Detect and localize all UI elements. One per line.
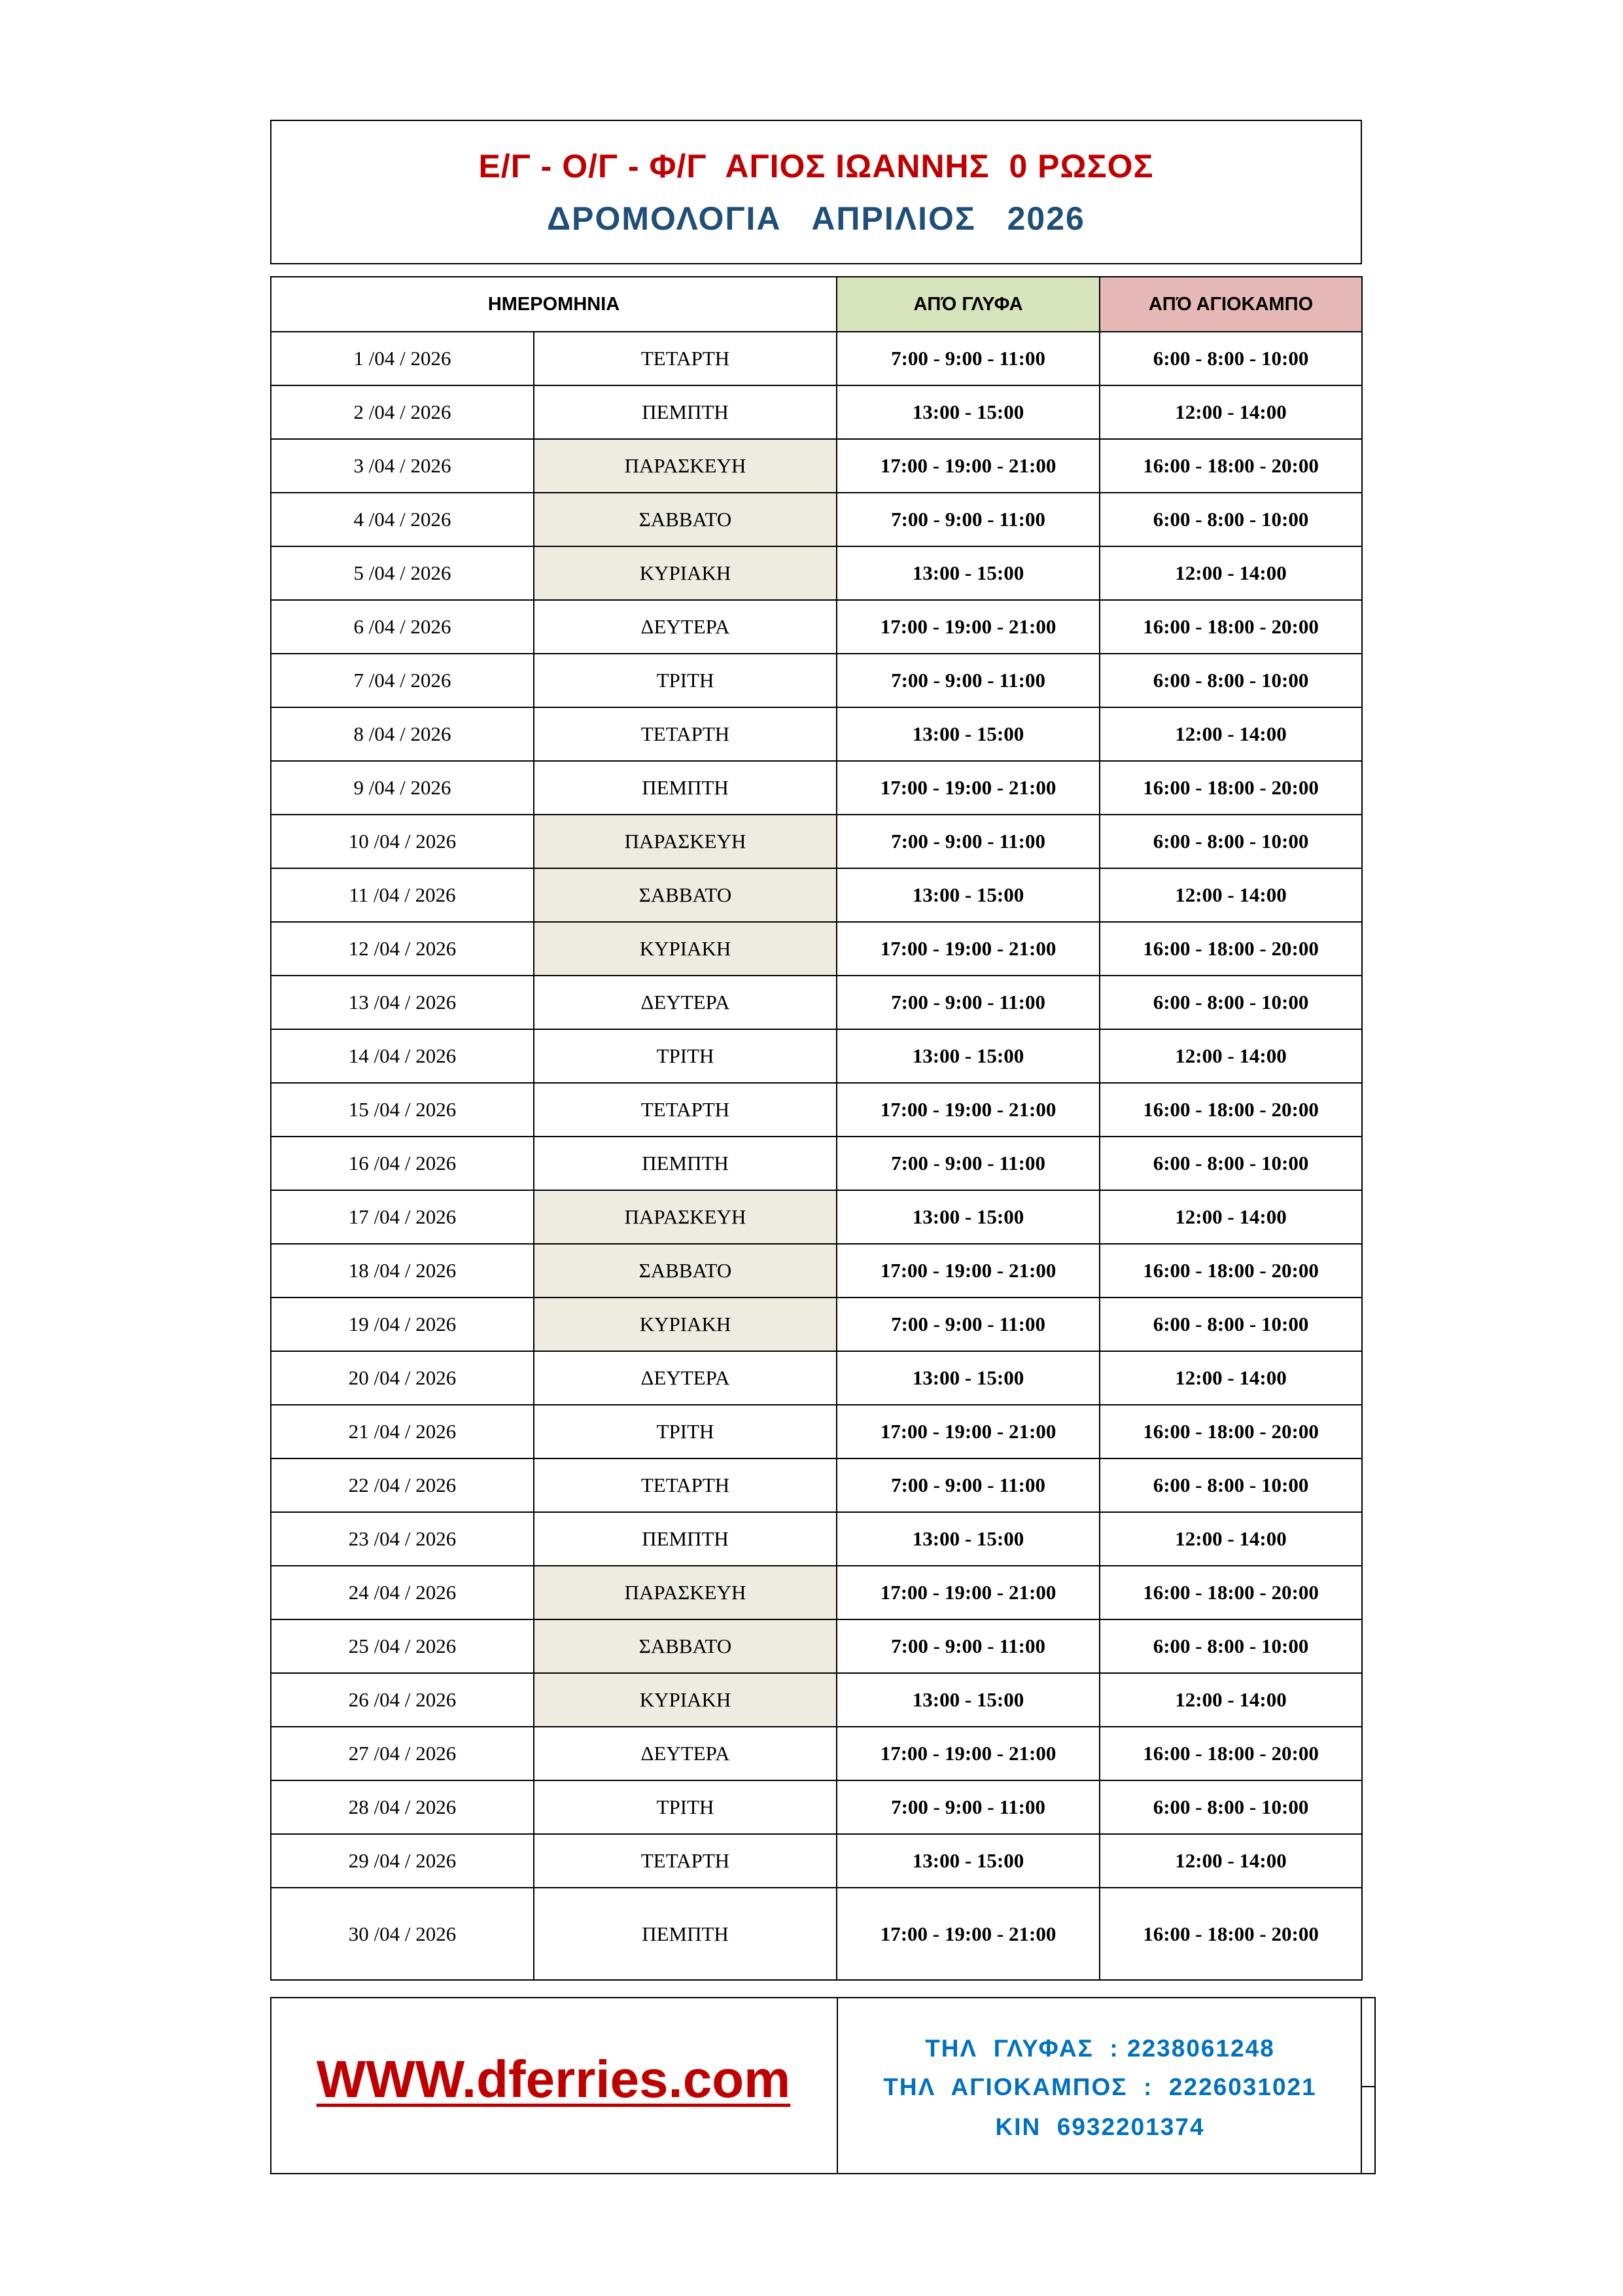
day-cell: ΔΕΥΤΕΡΑ [534,600,837,654]
date-cell: 28 /04 / 2026 [271,1780,534,1834]
date-cell: 5 /04 / 2026 [271,546,534,600]
departures-from-agiokampos-cell: 16:00 - 18:00 - 20:00 [1100,1727,1362,1780]
departures-from-agiokampos-cell: 16:00 - 18:00 - 20:00 [1100,1083,1362,1137]
departures-from-glyfa-cell: 13:00 - 15:00 [837,1673,1100,1727]
departures-from-glyfa-cell: 7:00 - 9:00 - 11:00 [837,654,1100,707]
table-row [271,1834,1362,1888]
departures-from-agiokampos-cell: 12:00 - 14:00 [1100,546,1362,600]
departures-from-agiokampos-cell: 12:00 - 14:00 [1100,868,1362,922]
table-row [271,868,1362,922]
website-link[interactable]: WWW.dferries.com [316,2050,791,2108]
departures-from-glyfa-cell: 17:00 - 19:00 - 21:00 [837,1405,1100,1458]
departures-from-agiokampos-cell: 12:00 - 14:00 [1100,1512,1362,1566]
table-row [271,1298,1362,1351]
day-cell: ΤΕΤΑΡΤΗ [534,1083,837,1137]
departures-from-agiokampos-cell: 12:00 - 14:00 [1100,385,1362,439]
day-cell: ΤΡΙΤΗ [534,1405,837,1458]
date-cell: 27 /04 / 2026 [271,1727,534,1780]
date-cell: 10 /04 / 2026 [271,815,534,868]
day-cell: ΔΕΥΤΕΡΑ [534,1727,837,1780]
departures-from-agiokampos-cell: 6:00 - 8:00 - 10:00 [1100,654,1362,707]
table-row [271,761,1362,815]
footer [270,1997,1375,2174]
date-cell: 11 /04 / 2026 [271,868,534,922]
table-row [271,707,1362,761]
departures-from-glyfa-cell: 7:00 - 9:00 - 11:00 [837,1458,1100,1512]
table-row [271,1029,1362,1083]
table-row [271,1512,1362,1566]
departures-from-glyfa-cell: 7:00 - 9:00 - 11:00 [837,976,1100,1029]
departures-from-glyfa-cell: 17:00 - 19:00 - 21:00 [837,1888,1100,1980]
table-header-row [271,277,1362,332]
departures-from-glyfa-cell: 13:00 - 15:00 [837,1834,1100,1888]
page-subtitle: ΔΡΟΜΟΛΟΓΙΑ ΑΠΡΙΛΙΟΣ 2026 [547,200,1085,237]
column-header-date: ΗΜΕΡΟΜΗΝΙΑ [271,277,837,332]
departures-from-agiokampos-cell: 12:00 - 14:00 [1100,1029,1362,1083]
day-cell: ΚΥΡΙΑΚΗ [534,546,837,600]
departures-from-agiokampos-cell: 16:00 - 18:00 - 20:00 [1100,1244,1362,1298]
day-cell: ΤΕΤΑΡΤΗ [534,707,837,761]
table-row [271,1673,1362,1727]
departures-from-glyfa-cell: 13:00 - 15:00 [837,385,1100,439]
column-header-from-glyfa: ΑΠΌ ΓΛΥΦΑ [837,277,1100,332]
departures-from-agiokampos-cell: 6:00 - 8:00 - 10:00 [1100,1298,1362,1351]
departures-from-glyfa-cell: 13:00 - 15:00 [837,546,1100,600]
departures-from-glyfa-cell: 17:00 - 19:00 - 21:00 [837,1244,1100,1298]
table-row [271,546,1362,600]
table-row [271,1780,1362,1834]
date-cell: 12 /04 / 2026 [271,922,534,976]
day-cell: ΣΑΒΒΑΤΟ [534,1244,837,1298]
departures-from-agiokampos-cell: 16:00 - 18:00 - 20:00 [1100,1888,1362,1980]
departures-from-agiokampos-cell: 12:00 - 14:00 [1100,707,1362,761]
date-cell: 13 /04 / 2026 [271,976,534,1029]
departures-from-agiokampos-cell: 6:00 - 8:00 - 10:00 [1100,493,1362,546]
day-cell: ΠΕΜΠΤΗ [534,1888,837,1980]
footer-side-line-bottom [1362,2173,1375,2174]
departures-from-agiokampos-cell: 12:00 - 14:00 [1100,1834,1362,1888]
date-cell: 3 /04 / 2026 [271,439,534,493]
departures-from-agiokampos-cell: 6:00 - 8:00 - 10:00 [1100,1780,1362,1834]
departures-from-glyfa-cell: 17:00 - 19:00 - 21:00 [837,439,1100,493]
departures-from-agiokampos-cell: 16:00 - 18:00 - 20:00 [1100,1405,1362,1458]
date-cell: 20 /04 / 2026 [271,1351,534,1405]
schedule-rows [271,332,1362,1980]
date-cell: 23 /04 / 2026 [271,1512,534,1566]
date-cell: 30 /04 / 2026 [271,1888,534,1980]
departures-from-glyfa-cell: 17:00 - 19:00 - 21:00 [837,922,1100,976]
day-cell: ΤΕΤΑΡΤΗ [534,332,837,385]
footer-side-line-top [1362,1997,1375,1998]
table-row [271,1566,1362,1619]
day-cell: ΠΕΜΠΤΗ [534,385,837,439]
departures-from-glyfa-cell: 17:00 - 19:00 - 21:00 [837,1727,1100,1780]
day-cell: ΤΕΤΑΡΤΗ [534,1834,837,1888]
departures-from-agiokampos-cell: 16:00 - 18:00 - 20:00 [1100,761,1362,815]
schedule-table [270,276,1363,1981]
table-row [271,332,1362,385]
departures-from-glyfa-cell: 7:00 - 9:00 - 11:00 [837,815,1100,868]
table-row [271,922,1362,976]
day-cell: ΠΑΡΑΣΚΕΥΗ [534,1190,837,1244]
departures-from-glyfa-cell: 17:00 - 19:00 - 21:00 [837,1566,1100,1619]
footer-side-line-middle [1362,2086,1375,2087]
day-cell: ΔΕΥΤΕΡΑ [534,1351,837,1405]
departures-from-glyfa-cell: 7:00 - 9:00 - 11:00 [837,493,1100,546]
departures-from-glyfa-cell: 7:00 - 9:00 - 11:00 [837,1619,1100,1673]
table-row [271,385,1362,439]
day-cell: ΚΥΡΙΑΚΗ [534,1673,837,1727]
day-cell: ΔΕΥΤΕΡΑ [534,976,837,1029]
day-cell: ΣΑΒΒΑΤΟ [534,493,837,546]
departures-from-agiokampos-cell: 6:00 - 8:00 - 10:00 [1100,815,1362,868]
table-row [271,976,1362,1029]
table-row [271,815,1362,868]
departures-from-glyfa-cell: 13:00 - 15:00 [837,707,1100,761]
departures-from-agiokampos-cell: 6:00 - 8:00 - 10:00 [1100,1619,1362,1673]
date-cell: 26 /04 / 2026 [271,1673,534,1727]
table-row [271,600,1362,654]
day-cell: ΠΕΜΠΤΗ [534,761,837,815]
departures-from-glyfa-cell: 17:00 - 19:00 - 21:00 [837,761,1100,815]
date-cell: 19 /04 / 2026 [271,1298,534,1351]
date-cell: 8 /04 / 2026 [271,707,534,761]
departures-from-glyfa-cell: 7:00 - 9:00 - 11:00 [837,1780,1100,1834]
day-cell: ΤΡΙΤΗ [534,1780,837,1834]
departures-from-glyfa-cell: 13:00 - 15:00 [837,1351,1100,1405]
title-box [270,120,1362,264]
date-cell: 18 /04 / 2026 [271,1244,534,1298]
day-cell: ΣΑΒΒΑΤΟ [534,1619,837,1673]
day-cell: ΤΕΤΑΡΤΗ [534,1458,837,1512]
column-header-from-agiokampos: ΑΠΌ ΑΓΙΟΚΑΜΠΟ [1100,277,1362,332]
day-cell: ΠΑΡΑΣΚΕΥΗ [534,815,837,868]
table-row [271,1244,1362,1298]
date-cell: 22 /04 / 2026 [271,1458,534,1512]
table-row [271,1351,1362,1405]
table-row [271,1083,1362,1137]
date-cell: 14 /04 / 2026 [271,1029,534,1083]
day-cell: ΠΕΜΠΤΗ [534,1512,837,1566]
mobile-phone: ΚΙΝ 6932201374 [995,2113,1205,2140]
day-cell: ΠΑΡΑΣΚΕΥΗ [534,1566,837,1619]
table-row [271,1619,1362,1673]
date-cell: 25 /04 / 2026 [271,1619,534,1673]
date-cell: 4 /04 / 2026 [271,493,534,546]
departures-from-agiokampos-cell: 16:00 - 18:00 - 20:00 [1100,1566,1362,1619]
day-cell: ΤΡΙΤΗ [534,1029,837,1083]
table-row [271,493,1362,546]
date-cell: 1 /04 / 2026 [271,332,534,385]
day-cell: ΠΕΜΠΤΗ [534,1137,837,1190]
date-cell: 7 /04 / 2026 [271,654,534,707]
table-row [271,1405,1362,1458]
departures-from-glyfa-cell: 7:00 - 9:00 - 11:00 [837,1298,1100,1351]
table-row [271,1190,1362,1244]
departures-from-agiokampos-cell: 12:00 - 14:00 [1100,1190,1362,1244]
departures-from-agiokampos-cell: 16:00 - 18:00 - 20:00 [1100,439,1362,493]
departures-from-agiokampos-cell: 16:00 - 18:00 - 20:00 [1100,922,1362,976]
page-title: Ε/Γ - Ο/Γ - Φ/Γ ΑΓΙΟΣ ΙΩΑΝΝΗΣ 0 ΡΩΣΟΣ [478,148,1154,185]
departures-from-glyfa-cell: 17:00 - 19:00 - 21:00 [837,600,1100,654]
date-cell: 17 /04 / 2026 [271,1190,534,1244]
table-row [271,1888,1362,1980]
departures-from-agiokampos-cell: 6:00 - 8:00 - 10:00 [1100,1137,1362,1190]
date-cell: 24 /04 / 2026 [271,1566,534,1619]
table-row [271,1727,1362,1780]
table-row [271,654,1362,707]
departures-from-glyfa-cell: 13:00 - 15:00 [837,1512,1100,1566]
date-cell: 2 /04 / 2026 [271,385,534,439]
departures-from-glyfa-cell: 13:00 - 15:00 [837,1190,1100,1244]
departures-from-glyfa-cell: 7:00 - 9:00 - 11:00 [837,1137,1100,1190]
departures-from-agiokampos-cell: 12:00 - 14:00 [1100,1351,1362,1405]
departures-from-glyfa-cell: 17:00 - 19:00 - 21:00 [837,1083,1100,1137]
departures-from-glyfa-cell: 7:00 - 9:00 - 11:00 [837,332,1100,385]
departures-from-glyfa-cell: 13:00 - 15:00 [837,868,1100,922]
date-cell: 6 /04 / 2026 [271,600,534,654]
date-cell: 9 /04 / 2026 [271,761,534,815]
date-cell: 29 /04 / 2026 [271,1834,534,1888]
table-row [271,1458,1362,1512]
day-cell: ΤΡΙΤΗ [534,654,837,707]
departures-from-agiokampos-cell: 6:00 - 8:00 - 10:00 [1100,976,1362,1029]
departures-from-agiokampos-cell: 16:00 - 18:00 - 20:00 [1100,600,1362,654]
departures-from-agiokampos-cell: 6:00 - 8:00 - 10:00 [1100,1458,1362,1512]
departures-from-agiokampos-cell: 12:00 - 14:00 [1100,1673,1362,1727]
date-cell: 15 /04 / 2026 [271,1083,534,1137]
departures-from-glyfa-cell: 13:00 - 15:00 [837,1029,1100,1083]
day-cell: ΚΥΡΙΑΚΗ [534,922,837,976]
phone-agiokampos: ΤΗΛ ΑΓΙΟΚΑΜΠΟΣ : 2226031021 [883,2074,1317,2100]
day-cell: ΠΑΡΑΣΚΕΥΗ [534,439,837,493]
date-cell: 16 /04 / 2026 [271,1137,534,1190]
phone-glyfa: ΤΗΛ ΓΛΥΦΑΣ : 2238061248 [925,2035,1275,2062]
table-row [271,439,1362,493]
table-row [271,1137,1362,1190]
date-cell: 21 /04 / 2026 [271,1405,534,1458]
day-cell: ΚΥΡΙΑΚΗ [534,1298,837,1351]
departures-from-agiokampos-cell: 6:00 - 8:00 - 10:00 [1100,332,1362,385]
day-cell: ΣΑΒΒΑΤΟ [534,868,837,922]
